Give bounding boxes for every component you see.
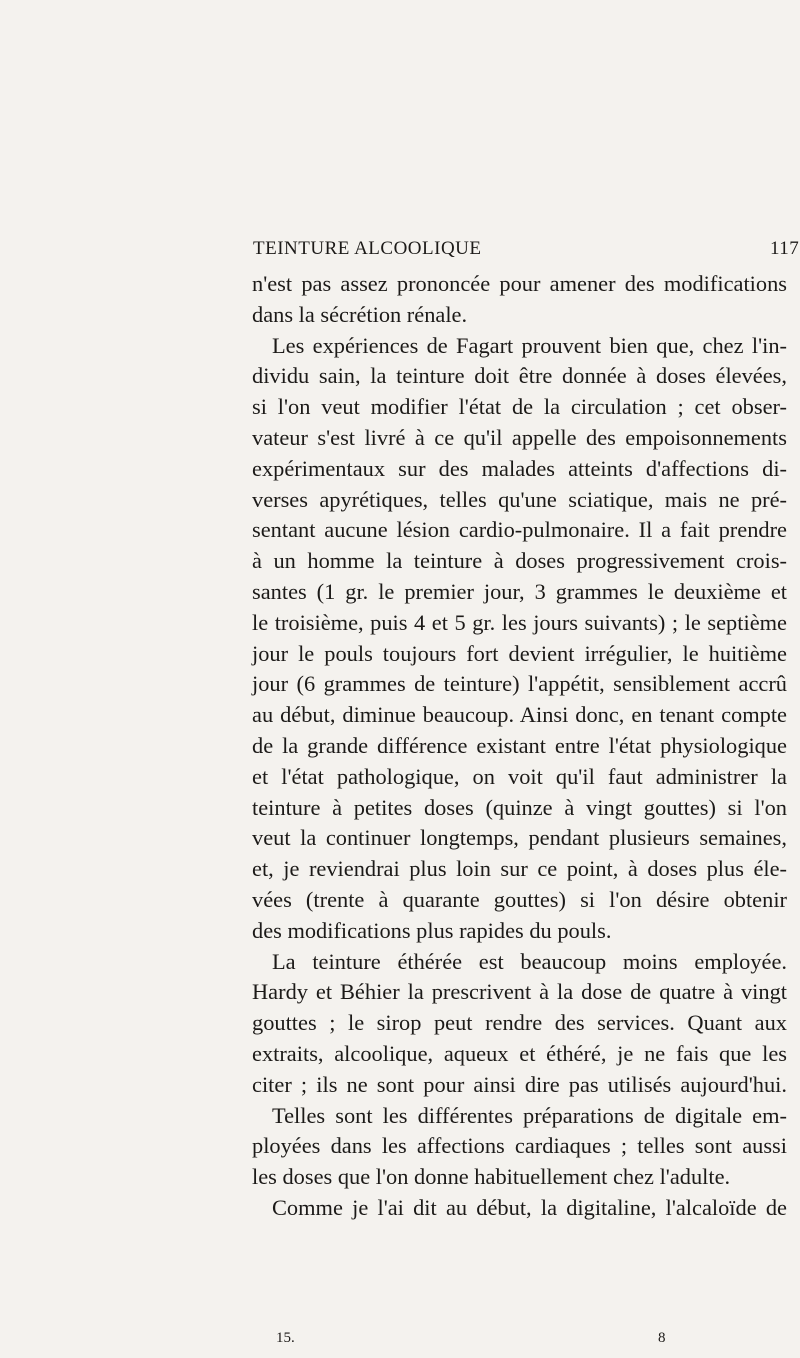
text-line: Telles sont les différentes préparations de digitale em- — [272, 1102, 787, 1128]
text-line: La teinture éthérée est beaucoup moins employée. — [272, 948, 787, 974]
text-line: des modifications plus rapides du pouls. — [252, 917, 612, 943]
footer-signature — [276, 1330, 776, 1347]
text-line: expérimentaux sur des malades atteints d'affections di- — [252, 455, 787, 481]
text-line: vées (trente à quarante gouttes) si l'on désire obtenir — [252, 886, 787, 912]
text-line: le troisième, puis 4 et 5 gr. les jours suivants) ; le septième — [252, 609, 787, 635]
signature-left: 15. — [276, 1330, 295, 1346]
text-line: vateur s'est livré à ce qu'il appelle des empoisonnements — [252, 424, 787, 450]
text-line: jour le pouls toujours fort devient irrégulier, le huitième — [252, 640, 787, 666]
signature-right: 8 — [658, 1330, 666, 1346]
page-number: 117 — [770, 238, 800, 259]
text-line: veut la continuer longtemps, pendant plusieurs semaines, — [252, 825, 787, 851]
text-line: dans la sécrétion rénale. — [252, 301, 468, 327]
text-line: et l'état pathologique, on voit qu'il faut administrer la — [252, 763, 787, 789]
text-line: à un homme la teinture à doses progressivement crois- — [252, 548, 787, 574]
body-text — [252, 269, 787, 1224]
text-line: Hardy et Béhier la prescrivent à la dose de quatre à vingt — [252, 979, 787, 1005]
text-line: de la grande différence existant entre l'état physiologique — [252, 732, 787, 758]
text-line: si l'on veut modifier l'état de la circulation ; cet obser- — [252, 394, 787, 420]
text-line: citer ; ils ne sont pour ainsi dire pas utilisés aujourd'hui. — [252, 1071, 787, 1097]
text-line: dividu sain, la teinture doit être donnée à doses élevées, — [252, 363, 787, 389]
text-line: Les expériences de Fagart prouvent bien que, chez l'in- — [272, 332, 787, 358]
text-line: et, je reviendrai plus loin sur ce point, à doses plus éle- — [252, 856, 787, 882]
text-line: Comme je l'ai dit au début, la digitaline, l'alcaloïde de — [272, 1194, 787, 1220]
text-line: teinture à petites doses (quinze à vingt gouttes) si l'on — [252, 794, 787, 820]
text-line: ployées dans les affections cardiaques ; telles sont aussi — [252, 1133, 787, 1159]
text-line: verses apyrétiques, telles qu'une sciatique, mais ne pré- — [252, 486, 787, 512]
text-line: gouttes ; le sirop peut rendre des services. Quant aux — [252, 1010, 787, 1036]
text-line: jour (6 grammes de teinture) l'appétit, sensiblement accrû — [252, 671, 787, 697]
text-line: santes (1 gr. le premier jour, 3 grammes le deuxième et — [252, 578, 787, 604]
text-line: sentant aucune lésion cardio-pulmonaire. Il a fait prendre — [252, 517, 787, 543]
header-title: TEINTURE ALCOOLIQUE — [253, 238, 482, 259]
text-line: extraits, alcoolique, aqueux et éthéré, je ne fais que les — [252, 1040, 787, 1066]
text-line: au début, diminue beaucoup. Ainsi donc, en tenant compte — [252, 702, 787, 728]
running-header — [253, 238, 800, 260]
text-line: les doses que l'on donne habituellement chez l'adulte. — [252, 1164, 731, 1190]
text-line: n'est pas assez prononcée pour amener des modifications — [252, 271, 787, 296]
